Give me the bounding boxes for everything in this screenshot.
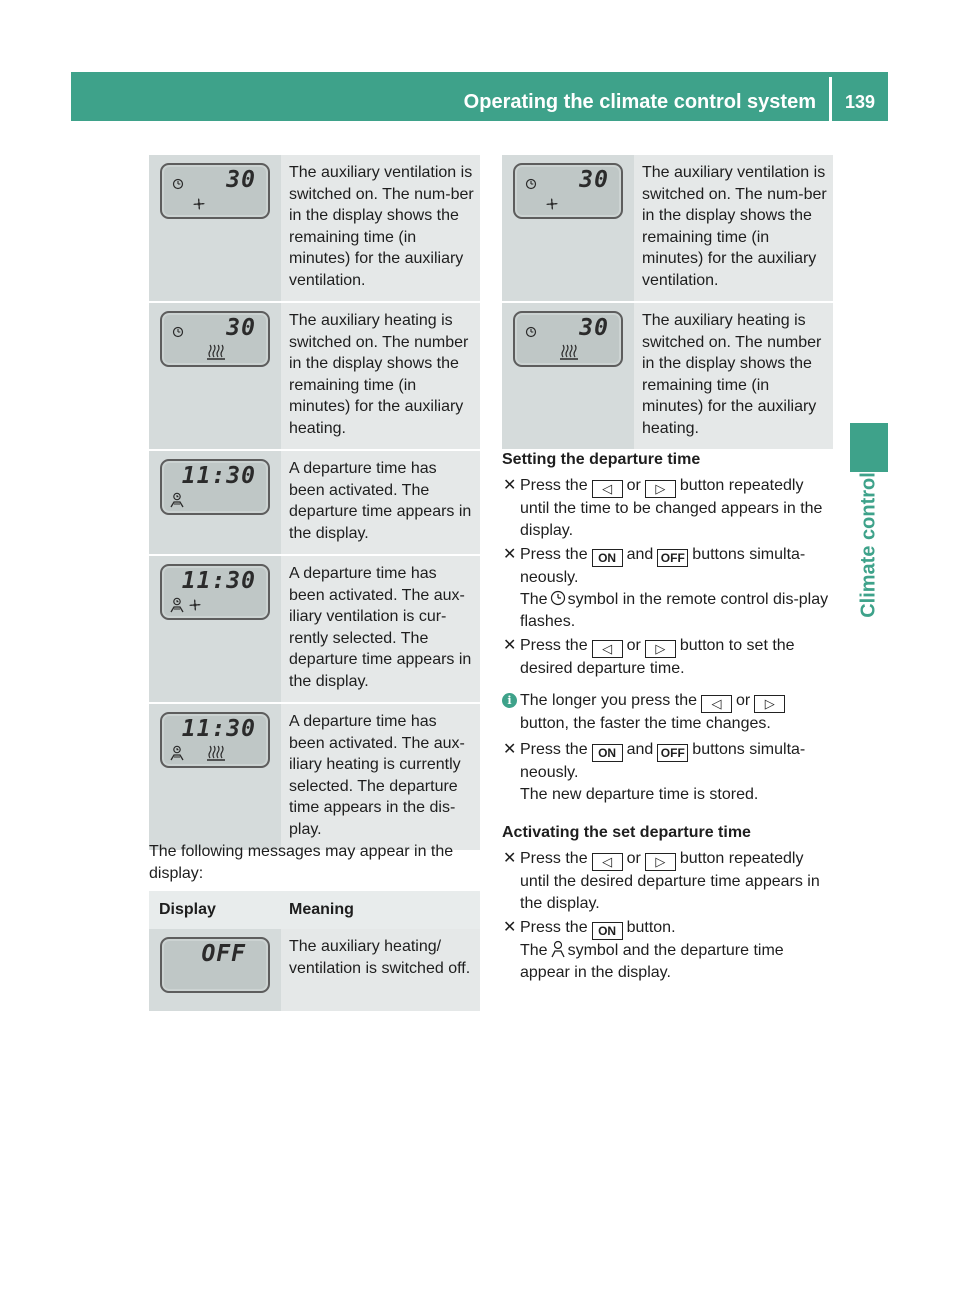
departure-icon [170, 492, 184, 508]
table-row [502, 303, 833, 449]
heading-setting-departure: Setting the departure time [502, 451, 701, 468]
right-arrow-key-icon: ▷ [645, 853, 676, 871]
step-bullet-icon: ✕ [503, 477, 517, 494]
lcd-display [160, 937, 270, 993]
instruction-step: ✕ Press the ◁ or ▷ button repeatedly until the time to be changed appears in the display. [503, 477, 823, 539]
fan-icon [543, 195, 561, 213]
heading-activating-departure: Activating the set departure time [502, 824, 751, 841]
column-header-display: Display [149, 891, 281, 929]
right-arrow-key-icon: ▷ [754, 695, 785, 713]
table-row [149, 451, 480, 554]
table-row [149, 556, 480, 702]
row-description: A departure time has been activated. The aux-iliary ventilation is cur-rently selected. The departure time appears in the display. [281, 556, 480, 702]
lcd-readout: OFF [201, 941, 246, 967]
lcd-display [160, 311, 270, 367]
table-row [149, 155, 480, 301]
lcd-display [160, 712, 270, 768]
instruction-step: ✕ Press the ON button. The symbol and the departure time appear in the display. [503, 919, 784, 981]
row-description: The auxiliary heating is switched on. The number in the display shows the remaining time (in minutes) for the auxiliary heating. [634, 303, 833, 449]
lcd-readout: 11:30 [181, 568, 256, 594]
fan-icon [190, 195, 208, 213]
page-header [71, 72, 888, 121]
instruction-step: ✕ Press the ◁ or ▷ button repeatedly until the desired departure time appears in the display. [503, 850, 820, 912]
departure-icon [170, 745, 184, 761]
left-arrow-key-icon: ◁ [701, 695, 732, 713]
on-key-icon: ON [592, 549, 623, 567]
lcd-readout: 30 [226, 315, 256, 341]
row-description: A departure time has been activated. The departure time appears in the display. [281, 451, 480, 554]
on-key-icon: ON [592, 744, 623, 762]
step-bullet-icon: ✕ [503, 741, 517, 758]
table-row [502, 155, 833, 301]
left-arrow-key-icon: ◁ [592, 853, 623, 871]
table-row [149, 704, 480, 850]
instructions-column [502, 449, 836, 986]
instruction-step: ✕ Press the ON and OFF buttons simulta-neously. The new departure time is stored. [503, 741, 806, 803]
lcd-readout: 11:30 [181, 716, 256, 742]
lcd-readout: 11:30 [181, 463, 256, 489]
table-header-row [149, 891, 480, 929]
info-icon: i [502, 693, 517, 708]
row-description: The auxiliary ventilation is switched on. The num-ber in the display shows the remaining time (in minutes) for the auxiliary ventilation. [634, 155, 833, 301]
lcd-readout: 30 [579, 315, 609, 341]
right-arrow-key-icon: ▷ [645, 480, 676, 498]
on-key-icon: ON [592, 922, 623, 940]
lcd-readout: 30 [226, 167, 256, 193]
timer-icon [172, 326, 184, 338]
lcd-readout: 30 [579, 167, 609, 193]
off-key-icon: OFF [657, 549, 688, 567]
heating-icon [559, 343, 579, 361]
right-arrow-key-icon: ▷ [645, 640, 676, 658]
step-bullet-icon: ✕ [503, 850, 517, 867]
display-table-left [149, 155, 480, 850]
step-bullet-icon: ✕ [503, 919, 517, 936]
row-description: The auxiliary heating/ ventilation is switched off. [281, 929, 480, 1011]
step-bullet-icon: ✕ [503, 637, 517, 654]
timer-icon [172, 178, 184, 190]
instruction-step: ✕ Press the ON and OFF buttons simulta-neously. The symbol in the remote control dis-play flashes. [503, 546, 829, 630]
timer-icon [525, 178, 537, 190]
row-description: The auxiliary heating is switched on. The number in the display shows the remaining time (in minutes) for the auxiliary heating. [281, 303, 480, 449]
table-row [149, 303, 480, 449]
column-header-meaning: Meaning [281, 891, 480, 929]
display-table-right [502, 155, 833, 449]
table-row [149, 929, 480, 1011]
lcd-display [160, 163, 270, 219]
info-note: i The longer you press the ◁ or ▷button, the faster the time changes. [502, 690, 836, 735]
side-tab-marker [850, 423, 888, 472]
fan-icon [186, 596, 204, 614]
row-description: A departure time has been activated. The aux-iliary heating is currently selected. The departure time appears in the dis-play. [281, 704, 480, 850]
departure-symbol-icon [550, 940, 566, 958]
heating-icon [206, 343, 226, 361]
timer-symbol-icon [550, 589, 566, 607]
messages-table [149, 891, 480, 1011]
page-number: 139 [844, 92, 876, 112]
lcd-display [160, 459, 270, 515]
instruction-step: ✕ Press the ◁ or ▷ button to set the desired departure time. [503, 637, 795, 677]
off-key-icon: OFF [657, 744, 688, 762]
section-title: Operating the climate control system [463, 91, 816, 113]
heating-icon [206, 744, 226, 762]
step-bullet-icon: ✕ [503, 546, 517, 563]
lcd-display [513, 163, 623, 219]
row-description: The auxiliary ventilation is switched on. The num-ber in the display shows the remaining time (in minutes) for the auxiliary ventilation. [281, 155, 480, 301]
lcd-display [513, 311, 623, 367]
lcd-display [160, 564, 270, 620]
left-arrow-key-icon: ◁ [592, 640, 623, 658]
left-arrow-key-icon: ◁ [592, 480, 623, 498]
departure-icon [170, 597, 184, 613]
messages-intro: The following messages may appear in the display: [149, 843, 454, 882]
timer-icon [525, 326, 537, 338]
